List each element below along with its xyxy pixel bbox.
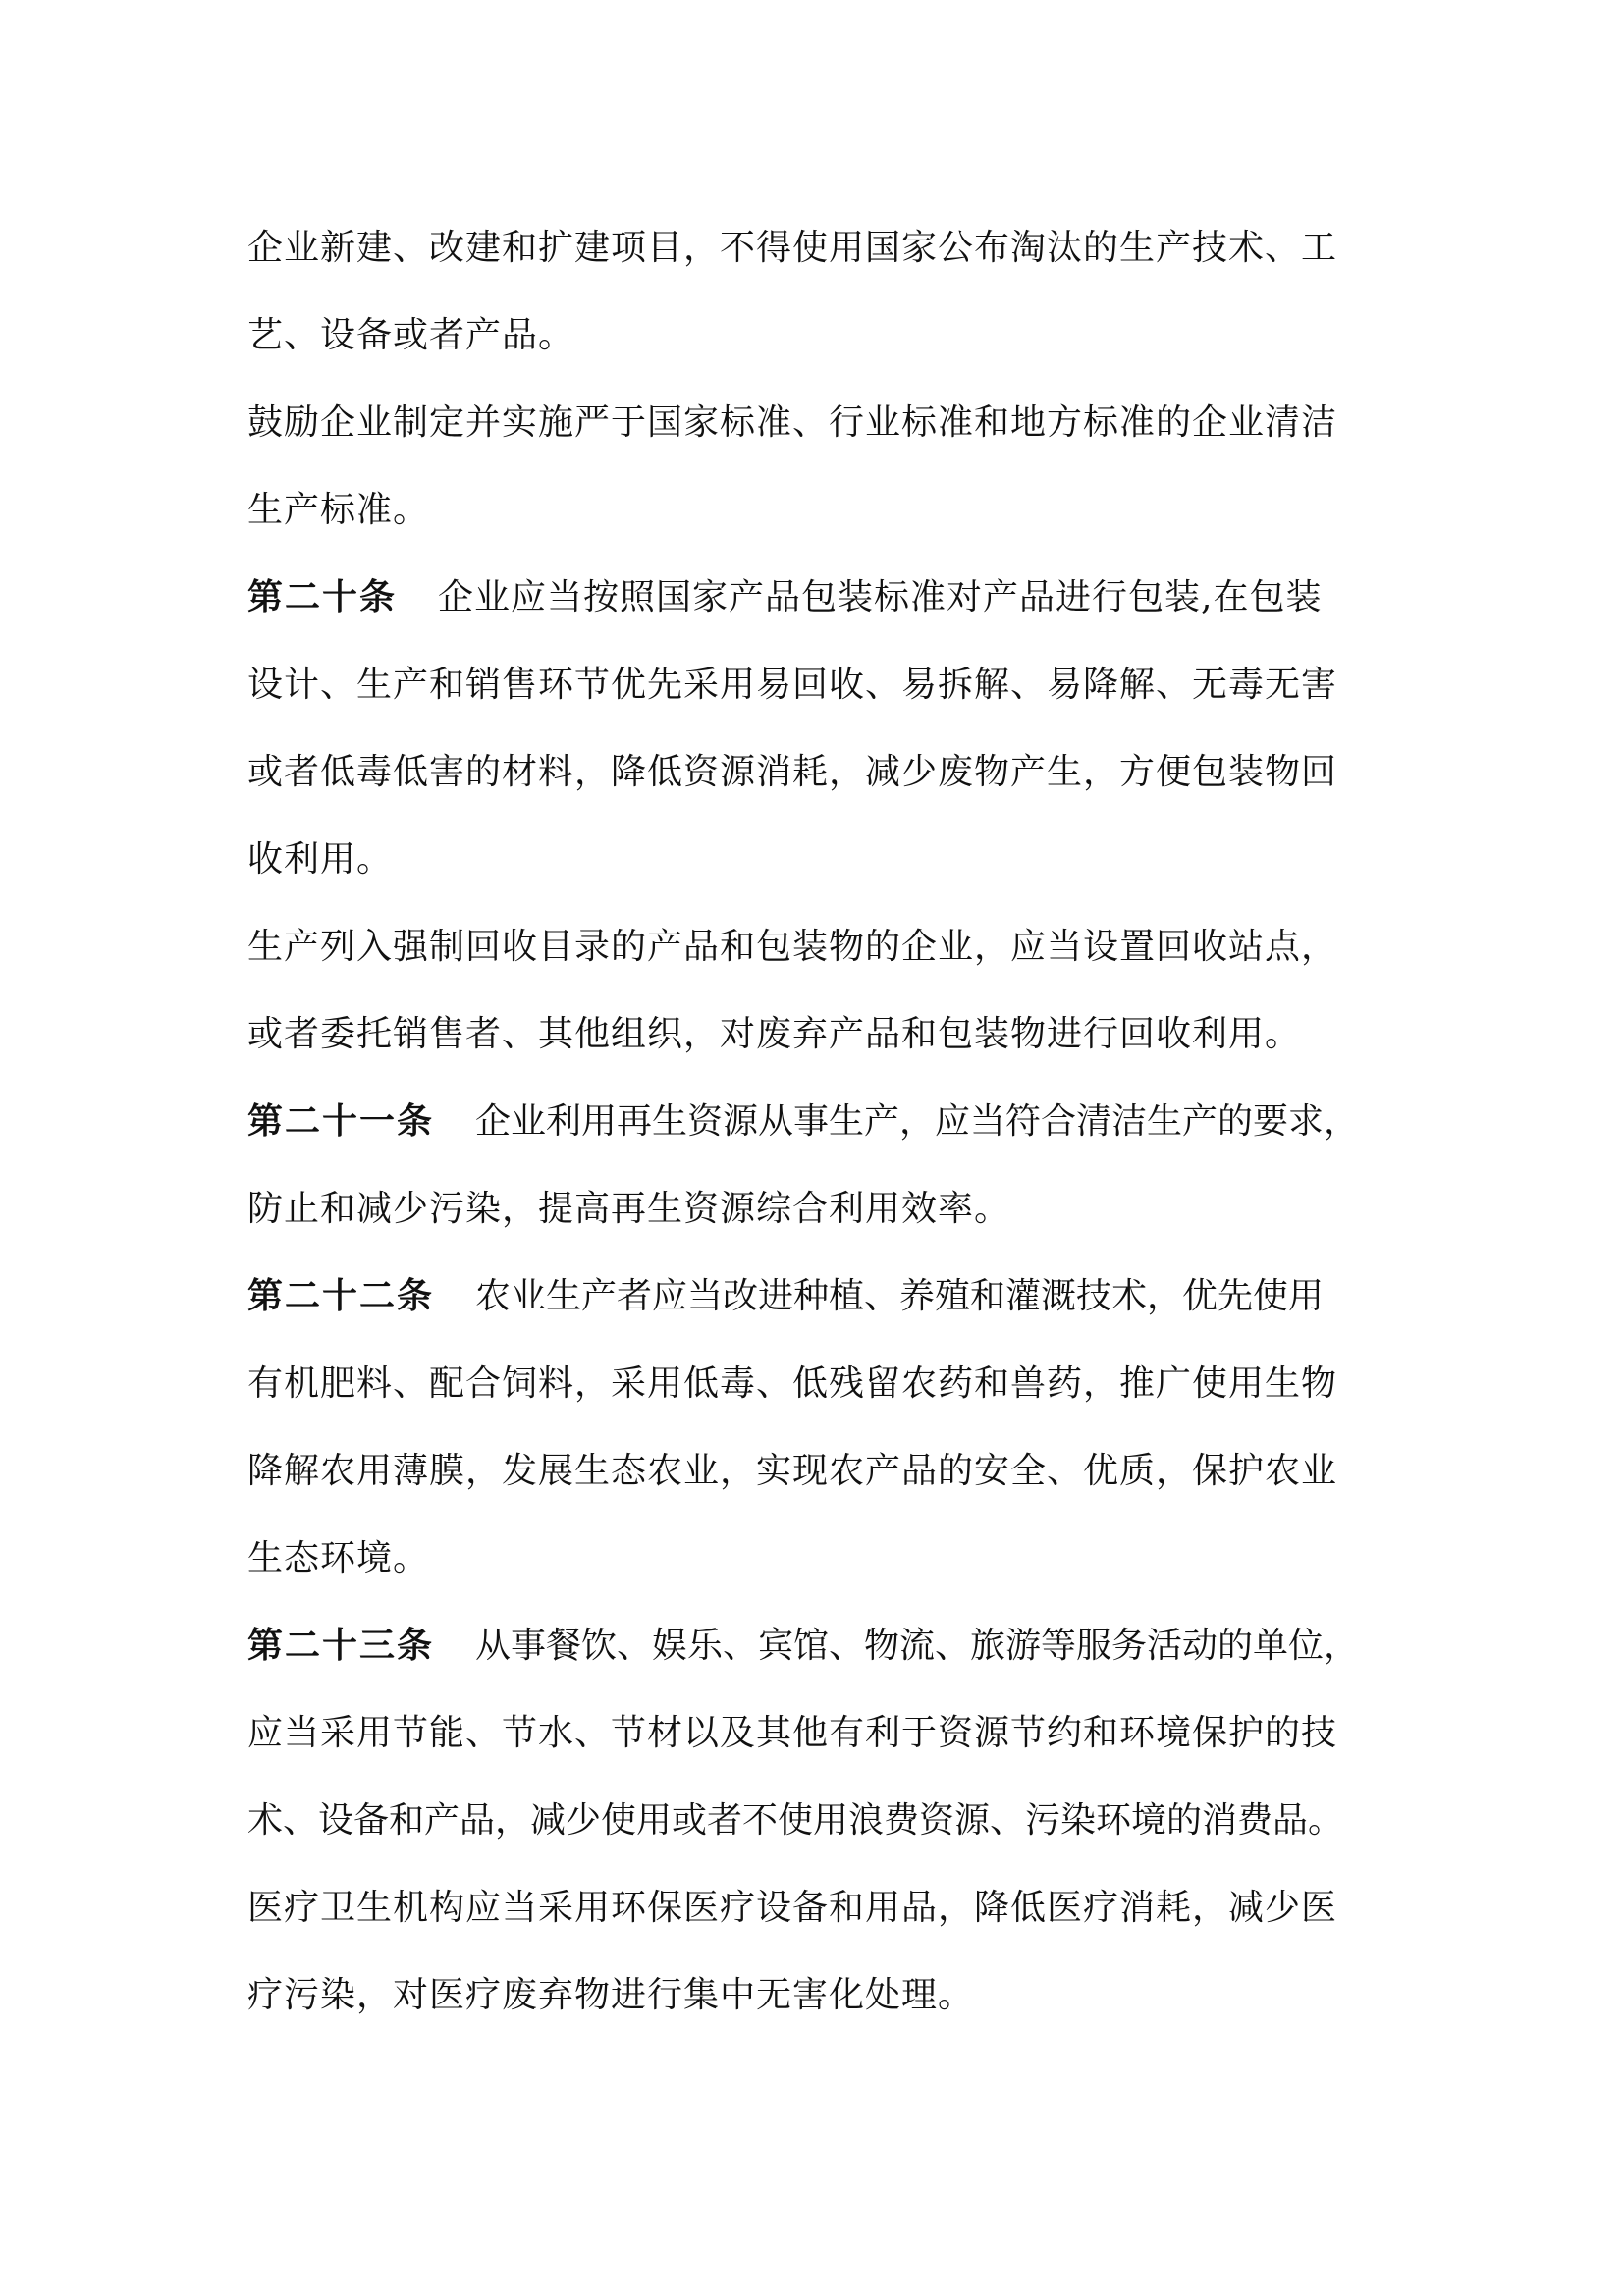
text-line: 生态环境。 — [247, 1538, 430, 1578]
article-number: 第二十二条 — [247, 1276, 435, 1316]
text-line: 疗污染，对医疗废弃物进行集中无害化处理。 — [247, 1975, 975, 2015]
article-text: 企业利用再生资源从事生产，应当符合清洁生产的要求， — [475, 1101, 1360, 1142]
article-number: 第二十三条 — [247, 1626, 435, 1666]
text-line: 企业新建、改建和扩建项目，不得使用国家公布淘汰的生产技术、工 — [247, 228, 1338, 268]
text-line: 鼓励企业制定并实施严于国家标准、行业标准和地方标准的企业清洁 — [247, 402, 1338, 443]
text-line: 或者委托销售者、其他组织，对废弃产品和包装物进行回收利用。 — [247, 1014, 1302, 1054]
text-line: 或者低毒低害的材料，降低资源消耗，减少废物产生，方便包装物回 — [247, 752, 1338, 792]
text-line: 生产标准。 — [247, 490, 430, 530]
text-line: 医疗卫生机构应当采用环保医疗设备和用品，降低医疗消耗，减少医 — [247, 1888, 1338, 1928]
text-line: 应当采用节能、节水、节材以及其他有利于资源节约和环境保护的技 — [247, 1713, 1338, 1753]
text-line: 艺、设备或者产品。 — [247, 315, 575, 355]
article-23-first-line — [247, 1602, 1406, 1689]
article-20-first-line — [247, 554, 1406, 641]
text-line: 降解农用薄膜，发展生态农业，实现农产品的安全、优质，保护农业 — [247, 1451, 1338, 1491]
document-body — [247, 204, 1406, 2039]
article-text: 企业应当按照国家产品包装标准对产品进行包装,在包装 — [438, 577, 1323, 617]
text-line: 收利用。 — [247, 839, 394, 880]
text-line: 防止和减少污染，提高再生资源综合利用效率。 — [247, 1189, 1011, 1229]
text-line: 设计、生产和销售环节优先采用易回收、易拆解、易降解、无毒无害 — [247, 665, 1338, 705]
text-line: 术、设备和产品，减少使用或者不使用浪费资源、污染环境的消费品。 — [247, 1800, 1344, 1841]
article-22-first-line — [247, 1253, 1406, 1340]
article-text: 从事餐饮、娱乐、宾馆、物流、旅游等服务活动的单位， — [475, 1626, 1360, 1666]
text-line: 有机肥料、配合饲料，采用低毒、低残留农药和兽药，推广使用生物 — [247, 1363, 1338, 1404]
article-21-first-line — [247, 1078, 1406, 1165]
article-text: 农业生产者应当改进种植、养殖和灌溉技术，优先使用 — [475, 1276, 1325, 1316]
article-number: 第二十条 — [247, 577, 398, 617]
text-line: 生产列入强制回收目录的产品和包装物的企业，应当设置回收站点， — [247, 927, 1338, 967]
article-number: 第二十一条 — [247, 1101, 435, 1142]
